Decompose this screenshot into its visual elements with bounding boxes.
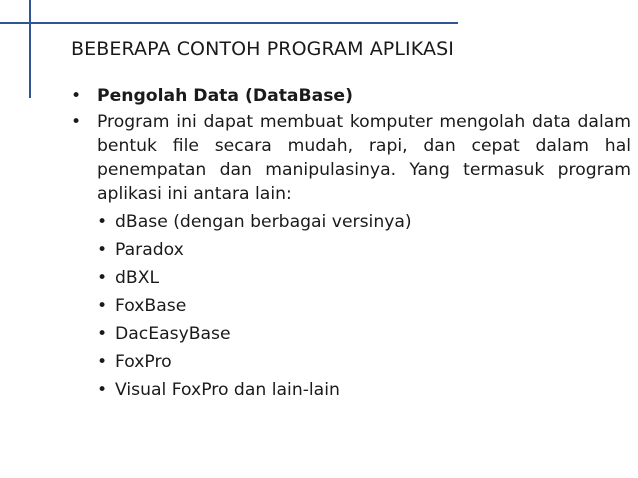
decorative-horizontal-line (0, 22, 458, 24)
bullet-heading: Pengolah Data (DataBase) (97, 86, 353, 106)
sub-bullet-marker: • (97, 296, 108, 316)
sub-bullet-text: FoxPro (115, 352, 172, 372)
slide-body (71, 84, 631, 404)
sub-bullet-item (97, 208, 631, 236)
sub-bullet-item (97, 236, 631, 264)
bullet-paragraph: Program ini dapat membuat komputer mengolah data dalam bentuk file secara mudah, rapi, dan cepat dalam hal penempatan dan manipulasinya. Yang termasuk program aplikasi ini antara lain: (97, 112, 631, 204)
sub-bullet-marker: • (97, 352, 108, 372)
sub-bullet-text: Visual FoxPro dan lain-lain (115, 380, 340, 400)
decorative-vertical-line (29, 0, 31, 98)
sub-bullet-list (71, 208, 631, 404)
sub-bullet-text: FoxBase (115, 296, 187, 316)
bullet-marker: • (71, 112, 82, 132)
sub-bullet-text: Paradox (115, 240, 184, 260)
bullet-marker: • (71, 86, 82, 106)
bullet-item (71, 84, 631, 108)
sub-bullet-item (97, 376, 631, 404)
sub-bullet-item (97, 348, 631, 376)
sub-bullet-text: dBase (dengan berbagai versinya) (115, 212, 412, 232)
sub-bullet-text: DacEasyBase (115, 324, 231, 344)
bullet-item (71, 110, 631, 206)
sub-bullet-marker: • (97, 324, 108, 344)
sub-bullet-marker: • (97, 380, 108, 400)
sub-bullet-item (97, 292, 631, 320)
sub-bullet-item (97, 320, 631, 348)
slide-title: BEBERAPA CONTOH PROGRAM APLIKASI (71, 38, 454, 60)
sub-bullet-text: dBXL (115, 268, 160, 288)
sub-bullet-marker: • (97, 240, 108, 260)
sub-bullet-marker: • (97, 268, 108, 288)
sub-bullet-item (97, 264, 631, 292)
sub-bullet-marker: • (97, 212, 108, 232)
